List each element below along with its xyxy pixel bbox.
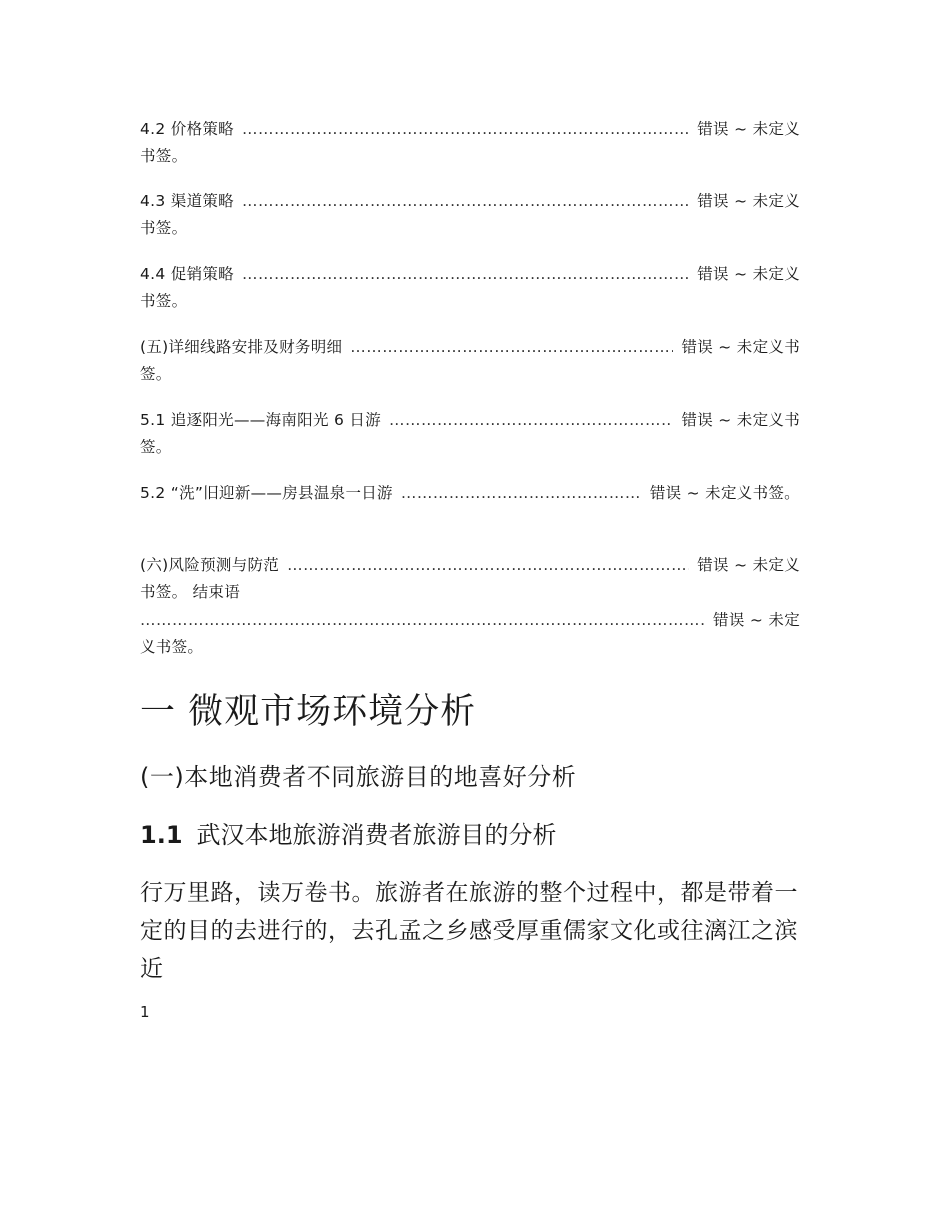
toc-entry-title: 5.2 “洗”旧迎新——房县温泉一日游 xyxy=(140,484,393,502)
toc-leader-dots xyxy=(287,552,689,579)
toc-entry-reference: 错误 ~ 未定义 xyxy=(697,556,800,574)
toc-entry-continuation: 书签。 xyxy=(140,292,188,310)
toc-entry[interactable] xyxy=(140,188,800,242)
toc-leader-dots xyxy=(350,334,673,361)
toc-row xyxy=(140,334,800,361)
toc-entry-continuation: 签。 xyxy=(140,438,172,456)
toc-entry[interactable] xyxy=(140,480,800,507)
toc-leader-dots xyxy=(242,188,689,215)
subsection-title: 武汉本地旅游消费者旅游目的分析 xyxy=(196,821,557,849)
toc-entry-reference: 错误 ~ 未定义书 xyxy=(681,411,800,429)
toc-entry[interactable] xyxy=(140,552,800,606)
toc-entry-title: 5.1 追逐阳光——海南阳光 6 日游 xyxy=(140,411,381,429)
section-heading: (一)本地消费者不同旅游目的地喜好分析 xyxy=(140,763,577,791)
toc-entry-reference: 错误 ~ 未定义 xyxy=(697,265,800,283)
toc-entry-continuation: 书签。 结束语 xyxy=(140,583,241,601)
body-paragraph: 行万里路，读万卷书。旅游者在旅游的整个过程中，都是带着一定的目的去进行的，去孔孟之乡感受厚重儒家文化或往漓江之滨近 xyxy=(140,880,798,982)
toc-row xyxy=(140,552,800,579)
toc-entry[interactable] xyxy=(140,407,800,461)
toc-entry-reference: 错误 ~ 未定 xyxy=(713,611,800,629)
page-number: 1 xyxy=(140,1003,150,1021)
toc-leader-dots xyxy=(242,261,689,288)
toc-row xyxy=(140,261,800,288)
toc-entry-reference: 错误 ~ 未定义书签。 xyxy=(649,484,800,502)
toc-entry[interactable] xyxy=(140,116,800,170)
toc-entry[interactable] xyxy=(140,261,800,315)
toc-entry-reference: 错误 ~ 未定义 xyxy=(697,120,800,138)
toc-entry-continuation: 书签。 xyxy=(140,219,188,237)
subsection-number: 1.1 xyxy=(140,821,183,849)
toc-leader-dots xyxy=(242,116,689,143)
toc-entry-reference: 错误 ~ 未定义 xyxy=(697,192,800,210)
toc-entry-reference: 错误 ~ 未定义书 xyxy=(681,338,800,356)
toc-row xyxy=(140,607,800,634)
toc-row xyxy=(140,407,800,434)
toc-entry-title: (六)风险预测与防范 xyxy=(140,556,280,574)
toc-row xyxy=(140,116,800,143)
toc-entry[interactable] xyxy=(140,607,800,661)
toc-leader-dots xyxy=(140,607,705,634)
toc-row xyxy=(140,480,800,507)
chapter-heading: 一 微观市场环境分析 xyxy=(140,692,477,732)
toc-entry-title: 4.4 促销策略 xyxy=(140,265,234,283)
toc-entry[interactable] xyxy=(140,334,800,388)
toc-leader-dots xyxy=(401,480,642,507)
toc-entry-continuation: 书签。 xyxy=(140,147,188,165)
subsection-heading xyxy=(140,818,557,852)
toc-entry-title: 4.3 渠道策略 xyxy=(140,192,234,210)
toc-leader-dots xyxy=(389,407,673,434)
toc-entry-continuation: 签。 xyxy=(140,365,172,383)
toc-entry-title: 4.2 价格策略 xyxy=(140,120,234,138)
toc-entry-continuation: 义书签。 xyxy=(140,638,204,656)
toc-row xyxy=(140,188,800,215)
toc-entry-title: (五)详细线路安排及财务明细 xyxy=(140,338,343,356)
